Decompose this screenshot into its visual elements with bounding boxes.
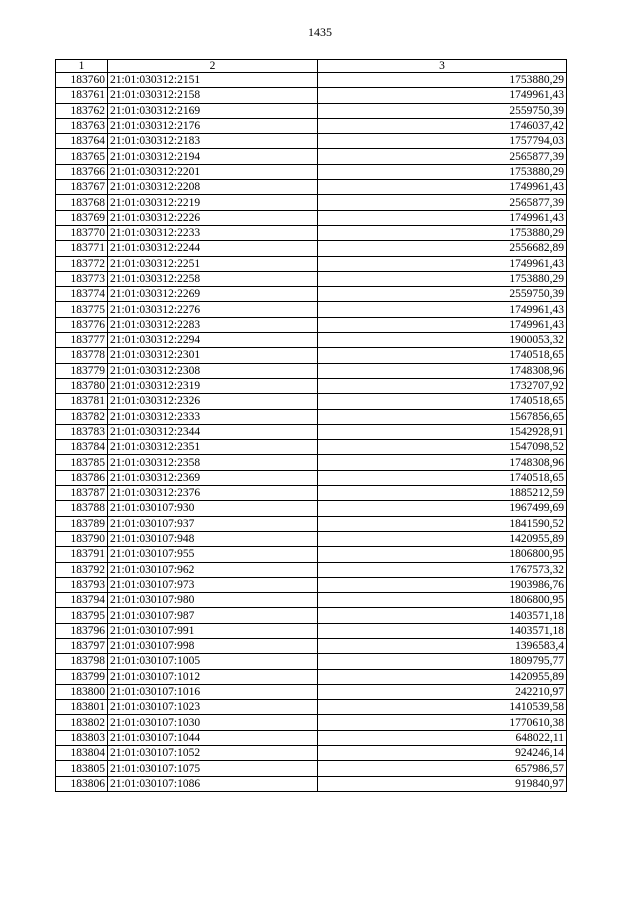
row-number-cell: 183770 <box>56 225 108 240</box>
table-row <box>56 149 567 164</box>
value-cell: 1403571,18 <box>318 608 567 623</box>
row-number-cell: 183795 <box>56 608 108 623</box>
table-row <box>56 333 567 348</box>
row-number-cell: 183773 <box>56 271 108 286</box>
value-cell: 1732707,92 <box>318 378 567 393</box>
value-cell: 1753880,29 <box>318 73 567 88</box>
row-number-cell: 183787 <box>56 486 108 501</box>
row-number-cell: 183803 <box>56 730 108 745</box>
column-header-1: 1 <box>56 60 108 73</box>
cadastral-number-cell: 21:01:030107:1012 <box>108 669 318 684</box>
row-number-cell: 183782 <box>56 409 108 424</box>
row-number-cell: 183793 <box>56 577 108 592</box>
row-number-cell: 183799 <box>56 669 108 684</box>
cadastral-number-cell: 21:01:030107:930 <box>108 501 318 516</box>
value-cell: 924246,14 <box>318 746 567 761</box>
row-number-cell: 183765 <box>56 149 108 164</box>
value-cell: 1749961,43 <box>318 210 567 225</box>
row-number-cell: 183768 <box>56 195 108 210</box>
table-row <box>56 210 567 225</box>
row-number-cell: 183788 <box>56 501 108 516</box>
table-row <box>56 455 567 470</box>
row-number-cell: 183790 <box>56 531 108 546</box>
table-header-row <box>56 60 567 73</box>
row-number-cell: 183772 <box>56 256 108 271</box>
table-row <box>56 424 567 439</box>
value-cell: 1806800,95 <box>318 593 567 608</box>
cadastral-number-cell: 21:01:030107:1052 <box>108 746 318 761</box>
table-row <box>56 302 567 317</box>
table-row <box>56 348 567 363</box>
cadastral-number-cell: 21:01:030312:2344 <box>108 424 318 439</box>
registry-table <box>55 59 567 792</box>
table-row <box>56 88 567 103</box>
row-number-cell: 183806 <box>56 776 108 791</box>
table-row <box>56 608 567 623</box>
cadastral-number-cell: 21:01:030107:987 <box>108 608 318 623</box>
row-number-cell: 183761 <box>56 88 108 103</box>
table-row <box>56 562 567 577</box>
table-row <box>56 531 567 546</box>
table-row <box>56 730 567 745</box>
row-number-cell: 183796 <box>56 623 108 638</box>
value-cell: 1749961,43 <box>318 302 567 317</box>
table-row <box>56 363 567 378</box>
cadastral-number-cell: 21:01:030312:2226 <box>108 210 318 225</box>
table-row <box>56 776 567 791</box>
value-cell: 1740518,65 <box>318 348 567 363</box>
column-header-2: 2 <box>108 60 318 73</box>
row-number-cell: 183763 <box>56 118 108 133</box>
row-number-cell: 183786 <box>56 470 108 485</box>
cadastral-number-cell: 21:01:030107:1044 <box>108 730 318 745</box>
row-number-cell: 183783 <box>56 424 108 439</box>
cadastral-number-cell: 21:01:030107:980 <box>108 593 318 608</box>
cadastral-number-cell: 21:01:030312:2269 <box>108 287 318 302</box>
value-cell: 2565877,39 <box>318 195 567 210</box>
cadastral-number-cell: 21:01:030312:2169 <box>108 103 318 118</box>
value-cell: 657986,57 <box>318 761 567 776</box>
table-row <box>56 746 567 761</box>
value-cell: 1567856,65 <box>318 409 567 424</box>
cadastral-number-cell: 21:01:030312:2276 <box>108 302 318 317</box>
table-row <box>56 684 567 699</box>
cadastral-number-cell: 21:01:030107:955 <box>108 547 318 562</box>
row-number-cell: 183797 <box>56 638 108 653</box>
value-cell: 1748308,96 <box>318 455 567 470</box>
row-number-cell: 183771 <box>56 241 108 256</box>
cadastral-number-cell: 21:01:030312:2151 <box>108 73 318 88</box>
row-number-cell: 183766 <box>56 164 108 179</box>
value-cell: 1749961,43 <box>318 88 567 103</box>
table-row <box>56 623 567 638</box>
table-row <box>56 654 567 669</box>
table-row <box>56 486 567 501</box>
cadastral-number-cell: 21:01:030107:1023 <box>108 700 318 715</box>
table-row <box>56 241 567 256</box>
row-number-cell: 183785 <box>56 455 108 470</box>
row-number-cell: 183781 <box>56 394 108 409</box>
value-cell: 1403571,18 <box>318 623 567 638</box>
row-number-cell: 183791 <box>56 547 108 562</box>
row-number-cell: 183780 <box>56 378 108 393</box>
cadastral-number-cell: 21:01:030312:2194 <box>108 149 318 164</box>
cadastral-number-cell: 21:01:030312:2308 <box>108 363 318 378</box>
row-number-cell: 183778 <box>56 348 108 363</box>
table-row <box>56 501 567 516</box>
table-row <box>56 761 567 776</box>
cadastral-number-cell: 21:01:030107:998 <box>108 638 318 653</box>
value-cell: 2565877,39 <box>318 149 567 164</box>
cadastral-number-cell: 21:01:030107:973 <box>108 577 318 592</box>
cadastral-number-cell: 21:01:030312:2251 <box>108 256 318 271</box>
value-cell: 1753880,29 <box>318 164 567 179</box>
value-cell: 648022,11 <box>318 730 567 745</box>
row-number-cell: 183801 <box>56 700 108 715</box>
table-row <box>56 547 567 562</box>
row-number-cell: 183777 <box>56 333 108 348</box>
value-cell: 919840,97 <box>318 776 567 791</box>
row-number-cell: 183760 <box>56 73 108 88</box>
table-row <box>56 256 567 271</box>
cadastral-number-cell: 21:01:030312:2176 <box>108 118 318 133</box>
row-number-cell: 183775 <box>56 302 108 317</box>
value-cell: 1767573,32 <box>318 562 567 577</box>
cadastral-number-cell: 21:01:030312:2301 <box>108 348 318 363</box>
value-cell: 1420955,89 <box>318 669 567 684</box>
registry-table-body <box>56 60 567 792</box>
table-row <box>56 593 567 608</box>
table-row <box>56 271 567 286</box>
value-cell: 1753880,29 <box>318 225 567 240</box>
value-cell: 1749961,43 <box>318 180 567 195</box>
row-number-cell: 183767 <box>56 180 108 195</box>
cadastral-number-cell: 21:01:030312:2219 <box>108 195 318 210</box>
row-number-cell: 183800 <box>56 684 108 699</box>
value-cell: 1757794,03 <box>318 134 567 149</box>
cadastral-number-cell: 21:01:030312:2244 <box>108 241 318 256</box>
value-cell: 1740518,65 <box>318 470 567 485</box>
cadastral-number-cell: 21:01:030107:1030 <box>108 715 318 730</box>
column-header-3: 3 <box>318 60 567 73</box>
table-row <box>56 394 567 409</box>
row-number-cell: 183792 <box>56 562 108 577</box>
row-number-cell: 183802 <box>56 715 108 730</box>
cadastral-number-cell: 21:01:030312:2351 <box>108 440 318 455</box>
cadastral-number-cell: 21:01:030312:2258 <box>108 271 318 286</box>
row-number-cell: 183804 <box>56 746 108 761</box>
row-number-cell: 183784 <box>56 440 108 455</box>
value-cell: 1542928,91 <box>318 424 567 439</box>
cadastral-number-cell: 21:01:030312:2283 <box>108 317 318 332</box>
table-row <box>56 378 567 393</box>
row-number-cell: 183794 <box>56 593 108 608</box>
table-row <box>56 638 567 653</box>
row-number-cell: 183798 <box>56 654 108 669</box>
table-row <box>56 669 567 684</box>
cadastral-number-cell: 21:01:030312:2208 <box>108 180 318 195</box>
table-row <box>56 700 567 715</box>
value-cell: 1753880,29 <box>318 271 567 286</box>
table-row <box>56 440 567 455</box>
value-cell: 1420955,89 <box>318 531 567 546</box>
value-cell: 1547098,52 <box>318 440 567 455</box>
table-row <box>56 73 567 88</box>
cadastral-number-cell: 21:01:030312:2376 <box>108 486 318 501</box>
table-row <box>56 195 567 210</box>
value-cell: 1903986,76 <box>318 577 567 592</box>
value-cell: 1410539,58 <box>318 700 567 715</box>
cadastral-number-cell: 21:01:030312:2201 <box>108 164 318 179</box>
table-row <box>56 577 567 592</box>
table-row <box>56 134 567 149</box>
table-row <box>56 715 567 730</box>
value-cell: 1746037,42 <box>318 118 567 133</box>
row-number-cell: 183789 <box>56 516 108 531</box>
value-cell: 1967499,69 <box>318 501 567 516</box>
cadastral-number-cell: 21:01:030107:948 <box>108 531 318 546</box>
row-number-cell: 183774 <box>56 287 108 302</box>
value-cell: 1809795,77 <box>318 654 567 669</box>
row-number-cell: 183779 <box>56 363 108 378</box>
row-number-cell: 183776 <box>56 317 108 332</box>
cadastral-number-cell: 21:01:030107:991 <box>108 623 318 638</box>
cadastral-number-cell: 21:01:030107:1005 <box>108 654 318 669</box>
row-number-cell: 183762 <box>56 103 108 118</box>
value-cell: 1806800,95 <box>318 547 567 562</box>
value-cell: 1841590,52 <box>318 516 567 531</box>
cadastral-number-cell: 21:01:030312:2294 <box>108 333 318 348</box>
table-row <box>56 470 567 485</box>
value-cell: 2559750,39 <box>318 103 567 118</box>
value-cell: 1770610,38 <box>318 715 567 730</box>
cadastral-number-cell: 21:01:030107:1016 <box>108 684 318 699</box>
table-row <box>56 516 567 531</box>
table-row <box>56 317 567 332</box>
value-cell: 1885212,59 <box>318 486 567 501</box>
cadastral-number-cell: 21:01:030312:2233 <box>108 225 318 240</box>
value-cell: 1749961,43 <box>318 256 567 271</box>
value-cell: 242210,97 <box>318 684 567 699</box>
row-number-cell: 183769 <box>56 210 108 225</box>
table-row <box>56 118 567 133</box>
cadastral-number-cell: 21:01:030312:2158 <box>108 88 318 103</box>
cadastral-number-cell: 21:01:030107:1075 <box>108 761 318 776</box>
cadastral-number-cell: 21:01:030312:2319 <box>108 378 318 393</box>
table-row <box>56 287 567 302</box>
table-row <box>56 103 567 118</box>
cadastral-number-cell: 21:01:030312:2333 <box>108 409 318 424</box>
cadastral-number-cell: 21:01:030312:2358 <box>108 455 318 470</box>
cadastral-number-cell: 21:01:030107:1086 <box>108 776 318 791</box>
table-row <box>56 409 567 424</box>
value-cell: 1900053,32 <box>318 333 567 348</box>
value-cell: 2556682,89 <box>318 241 567 256</box>
value-cell: 1396583,4 <box>318 638 567 653</box>
value-cell: 1740518,65 <box>318 394 567 409</box>
cadastral-number-cell: 21:01:030312:2326 <box>108 394 318 409</box>
row-number-cell: 183805 <box>56 761 108 776</box>
cadastral-number-cell: 21:01:030312:2369 <box>108 470 318 485</box>
value-cell: 1749961,43 <box>318 317 567 332</box>
table-row <box>56 225 567 240</box>
cadastral-number-cell: 21:01:030107:937 <box>108 516 318 531</box>
cadastral-number-cell: 21:01:030312:2183 <box>108 134 318 149</box>
row-number-cell: 183764 <box>56 134 108 149</box>
table-row <box>56 164 567 179</box>
page-number: 1435 <box>308 25 332 39</box>
table-row <box>56 180 567 195</box>
cadastral-number-cell: 21:01:030107:962 <box>108 562 318 577</box>
value-cell: 1748308,96 <box>318 363 567 378</box>
value-cell: 2559750,39 <box>318 287 567 302</box>
